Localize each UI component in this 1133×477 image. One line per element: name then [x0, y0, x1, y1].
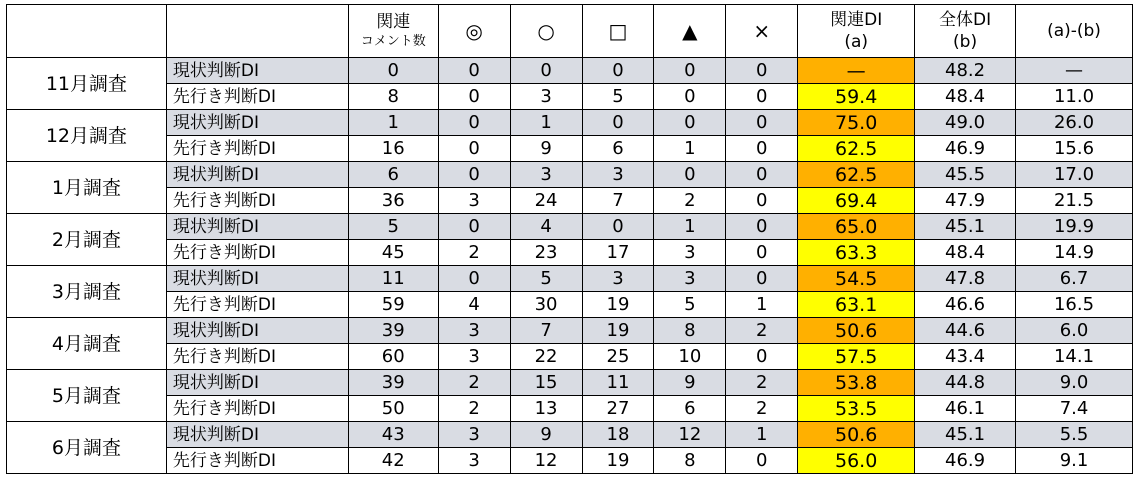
related-di-cell: 63.3 [798, 240, 915, 266]
overall-di-cell: 46.9 [915, 136, 1016, 162]
comment-count-cell: 0 [348, 58, 438, 84]
header-comment-count-line2: コメント数 [360, 34, 426, 49]
square-count-cell: 19 [582, 448, 654, 474]
di-table [6, 4, 1133, 474]
square-count-cell: 6 [582, 136, 654, 162]
triangle-count-cell: 0 [654, 162, 726, 188]
double-circle-count-cell: 0 [438, 136, 510, 162]
di-diff-cell: 14.1 [1016, 344, 1133, 370]
header-triangle: ▲ [654, 5, 726, 58]
survey-month: 4月調査 [7, 318, 167, 370]
double-circle-count-cell: 3 [438, 422, 510, 448]
double-circle-count-cell: 0 [438, 214, 510, 240]
circle-count-cell: 3 [510, 84, 582, 110]
overall-di-cell: 49.0 [915, 110, 1016, 136]
survey-month: 2月調査 [7, 214, 167, 266]
header-related-di-line1: 関連DI [830, 10, 883, 30]
circle-count-cell: 12 [510, 448, 582, 474]
table-row [7, 370, 1133, 396]
square-count-cell: 0 [582, 58, 654, 84]
di-kind: 現状判断DI [166, 370, 348, 396]
header-related-di-line2: (a) [844, 32, 868, 52]
circle-count-cell: 1 [510, 110, 582, 136]
comment-count-cell: 45 [348, 240, 438, 266]
overall-di-cell: 45.5 [915, 162, 1016, 188]
cross-count-cell: 2 [726, 318, 798, 344]
square-count-cell: 0 [582, 214, 654, 240]
table-row [7, 214, 1133, 240]
triangle-count-cell: 12 [654, 422, 726, 448]
di-diff-cell: 17.0 [1016, 162, 1133, 188]
square-count-cell: 17 [582, 240, 654, 266]
table-row [7, 318, 1133, 344]
related-di-cell: 75.0 [798, 110, 915, 136]
double-circle-count-cell: 2 [438, 240, 510, 266]
table-row [7, 162, 1133, 188]
comment-count-cell: 39 [348, 370, 438, 396]
cross-count-cell: 0 [726, 240, 798, 266]
triangle-count-cell: 5 [654, 292, 726, 318]
cross-count-cell: 0 [726, 266, 798, 292]
double-circle-count-cell: 0 [438, 162, 510, 188]
di-diff-cell: 15.6 [1016, 136, 1133, 162]
double-circle-count-cell: 0 [438, 110, 510, 136]
cross-count-cell: 0 [726, 344, 798, 370]
triangle-count-cell: 6 [654, 396, 726, 422]
cross-count-cell: 0 [726, 136, 798, 162]
header-overall-di-line2: (b) [953, 32, 978, 52]
di-diff-cell: 5.5 [1016, 422, 1133, 448]
cross-count-cell: 0 [726, 84, 798, 110]
circle-count-cell: 9 [510, 422, 582, 448]
related-di-cell: 65.0 [798, 214, 915, 240]
di-kind: 先行き判断DI [166, 344, 348, 370]
comment-count-cell: 1 [348, 110, 438, 136]
table-row [7, 188, 1133, 214]
di-diff-cell: 19.9 [1016, 214, 1133, 240]
di-kind: 現状判断DI [166, 318, 348, 344]
related-di-cell: 57.5 [798, 344, 915, 370]
survey-month: 6月調査 [7, 422, 167, 474]
di-diff-cell: 26.0 [1016, 110, 1133, 136]
header-month [7, 5, 167, 58]
di-diff-cell: 11.0 [1016, 84, 1133, 110]
header-overall-di [915, 5, 1016, 58]
double-circle-count-cell: 0 [438, 266, 510, 292]
comment-count-cell: 59 [348, 292, 438, 318]
overall-di-cell: 44.8 [915, 370, 1016, 396]
comment-count-cell: 6 [348, 162, 438, 188]
table-row [7, 240, 1133, 266]
square-count-cell: 3 [582, 162, 654, 188]
table-row [7, 422, 1133, 448]
cross-count-cell: 0 [726, 110, 798, 136]
table-row [7, 136, 1133, 162]
header-double-circle: ◎ [438, 5, 510, 58]
square-count-cell: 3 [582, 266, 654, 292]
related-di-cell: 50.6 [798, 318, 915, 344]
double-circle-count-cell: 4 [438, 292, 510, 318]
overall-di-cell: 46.9 [915, 448, 1016, 474]
overall-di-cell: 47.9 [915, 188, 1016, 214]
circle-count-cell: 24 [510, 188, 582, 214]
double-circle-count-cell: 3 [438, 318, 510, 344]
header-cross: × [726, 5, 798, 58]
overall-di-cell: 43.4 [915, 344, 1016, 370]
overall-di-cell: 45.1 [915, 422, 1016, 448]
cross-count-cell: 0 [726, 162, 798, 188]
triangle-count-cell: 1 [654, 214, 726, 240]
di-kind: 先行き判断DI [166, 448, 348, 474]
overall-di-cell: 44.6 [915, 318, 1016, 344]
circle-count-cell: 7 [510, 318, 582, 344]
triangle-count-cell: 2 [654, 188, 726, 214]
di-kind: 現状判断DI [166, 162, 348, 188]
triangle-count-cell: 0 [654, 110, 726, 136]
double-circle-count-cell: 3 [438, 344, 510, 370]
di-kind: 先行き判断DI [166, 396, 348, 422]
di-kind: 現状判断DI [166, 214, 348, 240]
circle-count-cell: 15 [510, 370, 582, 396]
comment-count-cell: 11 [348, 266, 438, 292]
cross-count-cell: 1 [726, 422, 798, 448]
di-diff-cell: 7.4 [1016, 396, 1133, 422]
di-diff-cell: — [1016, 58, 1133, 84]
comment-count-cell: 5 [348, 214, 438, 240]
header-row [7, 5, 1133, 58]
cross-count-cell: 2 [726, 370, 798, 396]
comment-count-cell: 60 [348, 344, 438, 370]
header-circle: ○ [510, 5, 582, 58]
di-kind: 先行き判断DI [166, 84, 348, 110]
table-row [7, 448, 1133, 474]
triangle-count-cell: 8 [654, 318, 726, 344]
table-row [7, 266, 1133, 292]
circle-count-cell: 13 [510, 396, 582, 422]
header-overall-di-line1: 全体DI [939, 10, 992, 30]
cross-count-cell: 0 [726, 448, 798, 474]
comment-count-cell: 36 [348, 188, 438, 214]
survey-month: 3月調査 [7, 266, 167, 318]
square-count-cell: 5 [582, 84, 654, 110]
header-square: □ [582, 5, 654, 58]
circle-count-cell: 4 [510, 214, 582, 240]
overall-di-cell: 46.1 [915, 396, 1016, 422]
double-circle-count-cell: 2 [438, 396, 510, 422]
double-circle-count-cell: 3 [438, 448, 510, 474]
survey-month: 5月調査 [7, 370, 167, 422]
comment-count-cell: 43 [348, 422, 438, 448]
header-diff: (a)-(b) [1016, 5, 1133, 58]
header-kind [166, 5, 348, 58]
overall-di-cell: 48.2 [915, 58, 1016, 84]
di-diff-cell: 6.0 [1016, 318, 1133, 344]
related-di-cell: 69.4 [798, 188, 915, 214]
header-related-di [798, 5, 915, 58]
di-diff-cell: 9.0 [1016, 370, 1133, 396]
survey-month: 11月調査 [7, 58, 167, 110]
related-di-cell: 54.5 [798, 266, 915, 292]
circle-count-cell: 5 [510, 266, 582, 292]
overall-di-cell: 45.1 [915, 214, 1016, 240]
circle-count-cell: 3 [510, 162, 582, 188]
overall-di-cell: 48.4 [915, 240, 1016, 266]
comment-count-cell: 50 [348, 396, 438, 422]
circle-count-cell: 30 [510, 292, 582, 318]
di-kind: 先行き判断DI [166, 292, 348, 318]
square-count-cell: 18 [582, 422, 654, 448]
comment-count-cell: 16 [348, 136, 438, 162]
header-comment-count [348, 5, 438, 58]
di-kind: 現状判断DI [166, 58, 348, 84]
related-di-cell: 53.8 [798, 370, 915, 396]
circle-count-cell: 23 [510, 240, 582, 266]
square-count-cell: 11 [582, 370, 654, 396]
cross-count-cell: 0 [726, 58, 798, 84]
related-di-cell: 63.1 [798, 292, 915, 318]
square-count-cell: 27 [582, 396, 654, 422]
overall-di-cell: 46.6 [915, 292, 1016, 318]
di-kind: 先行き判断DI [166, 240, 348, 266]
square-count-cell: 19 [582, 292, 654, 318]
overall-di-cell: 48.4 [915, 84, 1016, 110]
table-row [7, 84, 1133, 110]
triangle-count-cell: 1 [654, 136, 726, 162]
di-kind: 現状判断DI [166, 110, 348, 136]
triangle-count-cell: 0 [654, 84, 726, 110]
cross-count-cell: 0 [726, 188, 798, 214]
square-count-cell: 0 [582, 110, 654, 136]
triangle-count-cell: 3 [654, 266, 726, 292]
triangle-count-cell: 8 [654, 448, 726, 474]
comment-count-cell: 8 [348, 84, 438, 110]
comment-count-cell: 39 [348, 318, 438, 344]
circle-count-cell: 9 [510, 136, 582, 162]
di-diff-cell: 6.7 [1016, 266, 1133, 292]
table-row [7, 396, 1133, 422]
di-kind: 現状判断DI [166, 266, 348, 292]
related-di-cell: 50.6 [798, 422, 915, 448]
di-kind: 先行き判断DI [166, 188, 348, 214]
di-diff-cell: 14.9 [1016, 240, 1133, 266]
di-diff-cell: 9.1 [1016, 448, 1133, 474]
di-kind: 先行き判断DI [166, 136, 348, 162]
di-kind: 現状判断DI [166, 422, 348, 448]
double-circle-count-cell: 2 [438, 370, 510, 396]
table-row [7, 292, 1133, 318]
table-row [7, 110, 1133, 136]
triangle-count-cell: 0 [654, 58, 726, 84]
triangle-count-cell: 9 [654, 370, 726, 396]
square-count-cell: 7 [582, 188, 654, 214]
di-diff-cell: 21.5 [1016, 188, 1133, 214]
related-di-cell: 62.5 [798, 136, 915, 162]
table-row [7, 344, 1133, 370]
square-count-cell: 25 [582, 344, 654, 370]
cross-count-cell: 2 [726, 396, 798, 422]
triangle-count-cell: 3 [654, 240, 726, 266]
table-row [7, 58, 1133, 84]
related-di-cell: 62.5 [798, 162, 915, 188]
double-circle-count-cell: 3 [438, 188, 510, 214]
overall-di-cell: 47.8 [915, 266, 1016, 292]
survey-month: 12月調査 [7, 110, 167, 162]
double-circle-count-cell: 0 [438, 58, 510, 84]
circle-count-cell: 22 [510, 344, 582, 370]
circle-count-cell: 0 [510, 58, 582, 84]
cross-count-cell: 0 [726, 214, 798, 240]
comment-count-cell: 42 [348, 448, 438, 474]
double-circle-count-cell: 0 [438, 84, 510, 110]
header-comment-count-line1: 関連 [376, 12, 411, 32]
related-di-cell: 53.5 [798, 396, 915, 422]
related-di-cell: 59.4 [798, 84, 915, 110]
survey-month: 1月調査 [7, 162, 167, 214]
triangle-count-cell: 10 [654, 344, 726, 370]
related-di-cell: — [798, 58, 915, 84]
di-diff-cell: 16.5 [1016, 292, 1133, 318]
cross-count-cell: 1 [726, 292, 798, 318]
related-di-cell: 56.0 [798, 448, 915, 474]
square-count-cell: 19 [582, 318, 654, 344]
